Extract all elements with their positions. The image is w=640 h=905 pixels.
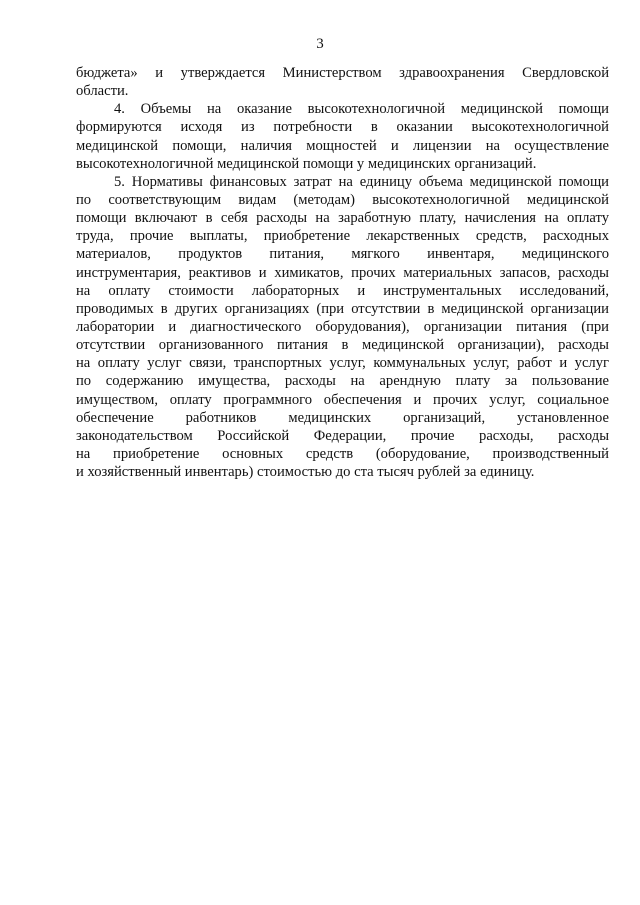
text-line: высокотехнологичной медицинской помощи у медицинских организаций. — [76, 155, 537, 172]
text-line: законодательством Российской Федерации, прочие расходы, расходы — [76, 427, 609, 444]
text-line: материалов, продуктов питания, мягкого инвентаря, медицинского — [76, 246, 609, 263]
text-line: 4. Объемы на оказание высокотехнологичной медицинской помощи — [114, 101, 609, 118]
text-line: бюджета» и утверждается Министерством здравоохранения Свердловской — [76, 65, 609, 81]
text-line: и хозяйственный инвентарь) стоимостью до ста тысяч рублей за единицу. — [76, 464, 535, 481]
text-line: имуществом, оплату программного обеспечения и прочих услуг, социальное — [76, 391, 609, 408]
text-line: на оплату стоимости лабораторных и инструментальных исследований, — [76, 282, 609, 299]
paragraph-continuation — [76, 64, 609, 100]
text-line: инструментария, реактивов и химикатов, прочих материальных запасов, расходы — [76, 264, 609, 281]
text-line: формируются исходя из потребности в оказании высокотехнологичной — [76, 119, 609, 136]
text-line: лаборатории и диагностического оборудования), организации питания (при — [76, 318, 609, 335]
text-line: труда, прочие выплаты, приобретение лекарственных средств, расходных — [76, 228, 609, 245]
text-line: помощи включают в себя расходы на заработную плату, начисления на оплату — [76, 210, 609, 227]
text-line: по соответствующим видам (методам) высокотехнологичной медицинской — [76, 191, 609, 208]
document-body — [76, 64, 609, 481]
text-line: по содержанию имущества, расходы на арендную плату за пользование — [76, 373, 609, 390]
paragraph-item-5 — [76, 173, 609, 481]
text-line: отсутствии организованного питания в медицинской организации), расходы — [76, 337, 609, 354]
text-line: на приобретение основных средств (оборудование, производственный — [76, 445, 609, 462]
text-line: на оплату услуг связи, транспортных услуг, коммунальных услуг, работ и услуг — [76, 355, 609, 372]
text-line: проводимых в других организациях (при отсутствии в медицинской организации — [76, 300, 609, 317]
text-line: 5. Нормативы финансовых затрат на единицу объема медицинской помощи — [114, 173, 609, 190]
text-line: обеспечение работников медицинских организаций, установленное — [76, 409, 609, 426]
text-line: области. — [76, 83, 129, 100]
text-line: медицинской помощи, наличия мощностей и лицензии на осуществление — [76, 137, 609, 154]
paragraph-item-4 — [76, 100, 609, 173]
page-number: 3 — [316, 36, 324, 52]
